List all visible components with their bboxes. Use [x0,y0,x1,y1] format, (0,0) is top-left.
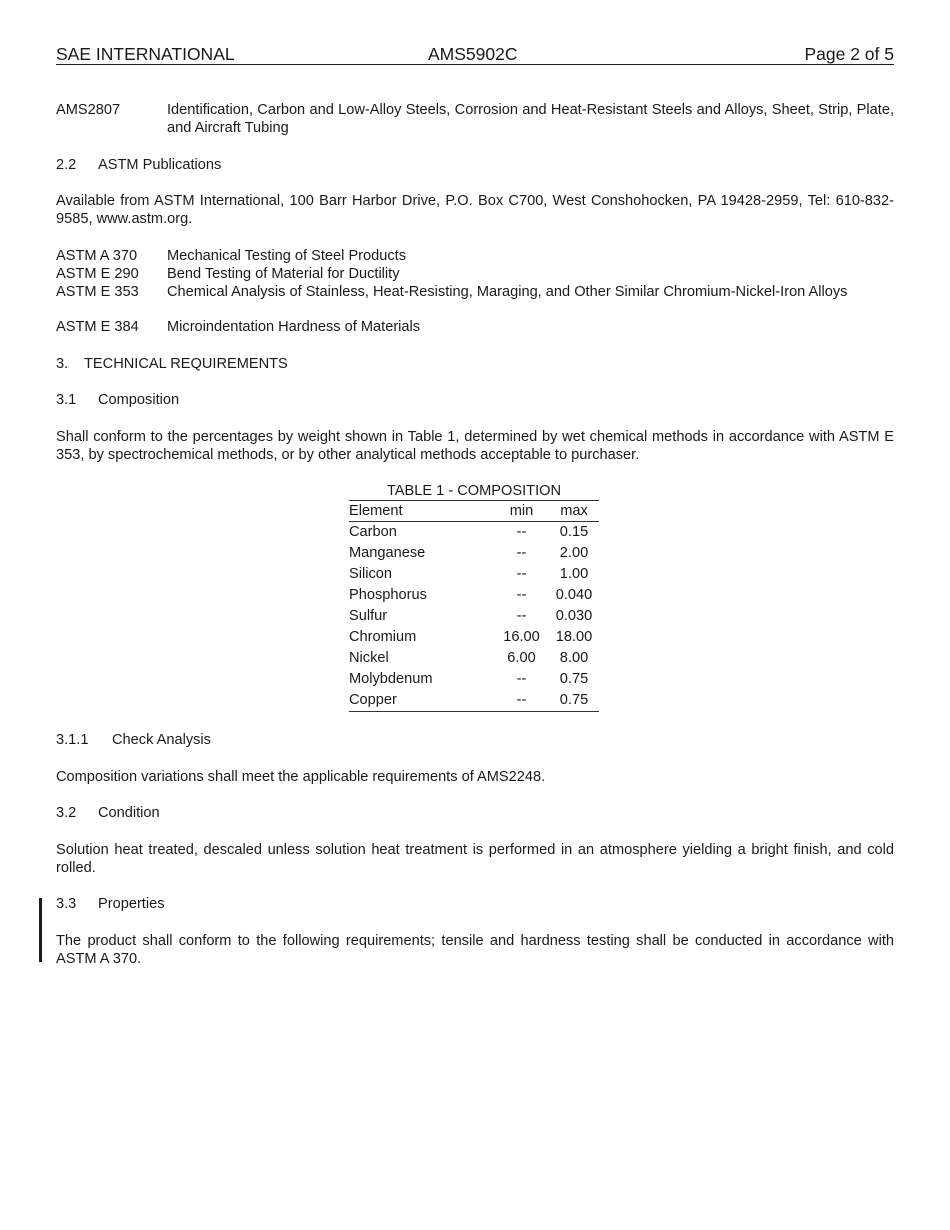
table-row [349,648,599,669]
header-doc-id: AMS5902C [428,44,518,64]
table-caption: TABLE 1 - COMPOSITION [349,482,599,501]
section-3-2-heading [56,804,894,822]
reference-description: Bend Testing of Material for Ductility [167,266,400,282]
cell-max: 0.040 [555,587,593,603]
reference-description: Identification, Carbon and Low-Alloy Steels, Corrosion and Heat-Resistant Steels and Alloys, Sheet, Strip, Plate, and Aircraft Tubing [167,102,894,136]
section-3-3-heading [56,895,894,913]
cell-min: 6.00 [507,650,536,666]
composition-paragraph: Shall conform to the percentages by weight shown in Table 1, determined by wet chemical methods in accordance with ASTM E 353, by spectrochemical methods, or by other analytical methods acceptable to purchaser. [56,429,894,463]
revision-change-bar [39,898,42,962]
column-header-element: Element [349,501,494,522]
section-number: 3.1.1 [56,732,89,748]
cell-element: Copper [349,690,494,712]
cell-max: 1.00 [559,566,589,582]
cell-element: Sulfur [349,608,388,624]
cell-max: 0.75 [559,671,589,687]
cell-max: 2.00 [559,545,589,561]
table-row [349,627,599,648]
cell-element: Molybdenum [349,671,433,687]
section-title: ASTM Publications [98,157,222,173]
cell-min: -- [494,690,549,712]
check-analysis-paragraph: Composition variations shall meet the applicable requirements of AMS2248. [56,769,546,785]
section-title: Composition [98,392,180,408]
reference-ams2807 [56,101,894,137]
section-number: 3. [56,356,69,372]
section-title: TECHNICAL REQUIREMENTS [84,356,288,372]
reference-astm-e353 [56,283,894,319]
cell-min: -- [516,608,527,624]
reference-code: ASTM E 290 [56,266,139,282]
cell-min: -- [516,671,527,687]
properties-paragraph: The product shall conform to the following requirements; tensile and hardness testing shall be conducted in accordance with ASTM A 370. [56,933,894,967]
cell-min: -- [516,524,527,540]
condition-paragraph: Solution heat treated, descaled unless solution heat treatment is performed in an atmosphere yielding a bright finish, and cold rolled. [56,842,894,876]
cell-min: 16.00 [503,629,540,645]
reference-description: Mechanical Testing of Steel Products [167,248,407,264]
cell-element: Chromium [349,629,417,645]
table-row [349,543,599,564]
section-3-1-heading [56,391,894,409]
header-page-number: Page 2 of 5 [804,44,894,64]
cell-element: Manganese [349,545,426,561]
cell-max: 0.15 [559,524,589,540]
reference-astm-e384 [56,318,894,336]
table-row [349,564,599,585]
section-title: Properties [98,896,165,912]
reference-astm-e290 [56,265,894,283]
reference-description: Microindentation Hardness of Materials [167,319,421,335]
column-header-max: max [549,501,599,522]
section-3-1-1-heading [56,731,894,749]
cell-element: Phosphorus [349,587,427,603]
section-3-heading [56,355,894,373]
cell-max: 18.00 [555,629,593,645]
table-header-row [349,501,599,522]
astm-address-paragraph: Available from ASTM International, 100 Barr Harbor Drive, P.O. Box C700, West Conshohocken, PA 19428-2959, Tel: 610-832-9585, www.astm.org. [56,193,894,227]
header-org: SAE INTERNATIONAL [56,44,235,64]
table-row [349,522,599,544]
section-2-2-heading [56,156,894,174]
cell-element: Carbon [349,524,397,540]
cell-element: Silicon [349,566,392,582]
composition-table-grid [349,501,599,712]
reference-code: ASTM E 353 [56,284,139,300]
cell-min: -- [516,587,527,603]
section-title: Condition [98,805,160,821]
table-row [349,690,599,712]
section-number: 3.1 [56,392,77,408]
cell-max: 8.00 [559,650,589,666]
reference-astm-a370 [56,247,894,265]
table-row [349,606,599,627]
section-title: Check Analysis [112,732,211,748]
cell-max: 0.030 [555,608,593,624]
section-number: 3.2 [56,805,77,821]
reference-code: ASTM A 370 [56,248,138,264]
section-number: 3.3 [56,896,77,912]
cell-min: -- [516,545,527,561]
column-header-min: min [494,501,549,522]
cell-min: -- [516,566,527,582]
table-row [349,669,599,690]
composition-table [349,482,599,712]
reference-code: AMS2807 [56,102,121,118]
cell-max: 0.75 [549,690,599,712]
reference-description: Chemical Analysis of Stainless, Heat-Resisting, Maraging, and Other Similar Chromium-Nickel-Iron Alloys [167,284,848,300]
table-row [349,585,599,606]
cell-element: Nickel [349,650,389,666]
section-number: 2.2 [56,157,77,173]
page-header [56,44,894,65]
reference-code: ASTM E 384 [56,319,139,335]
